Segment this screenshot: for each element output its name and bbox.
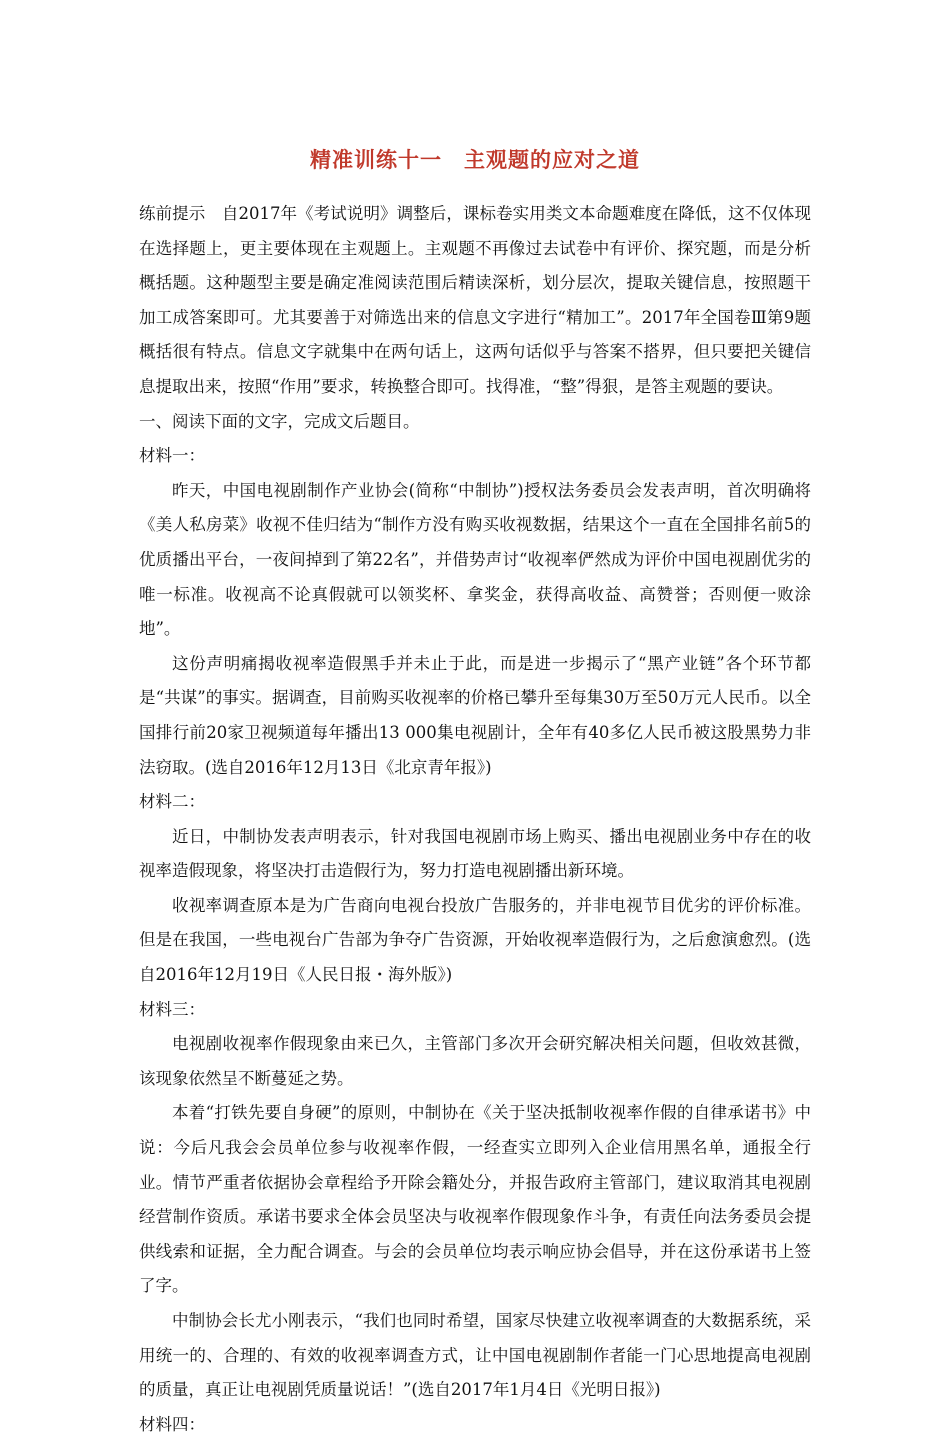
material-paragraph: 昨天，中国电视剧制作产业协会(简称“中制协”)授权法务委员会发表声明，首次明确将《美人私房菜》收视不佳归结为“制作方没有购买收视数据，结果这个一直在全国排名前5的优质播出平台，一夜间掉到了第22名”，并借势声讨“收视率俨然成为评价中国电视剧优劣的唯一标准。收视高不论真假就可以领奖杯、拿奖金，获得高收益、高赞誉；否则便一败涂地”。 (139, 480, 811, 639)
material-label: 材料二： (139, 792, 205, 812)
material-label: 材料四： (139, 1414, 205, 1434)
material-paragraph: 中制协会长尤小刚表示，“我们也同时希望，国家尽快建立收视率调查的大数据系统，采用统一的、合理的、有效的收视率调查方式，让中国电视剧制作者能一门心思地提高电视剧的质量，真正让电视剧凭质量说话！”(选自2017年1月4日《光明日报》) (139, 1311, 811, 1400)
material-paragraph: 这份声明痛揭收视率造假黑手并未止于此，而是进一步揭示了“黑产业链”各个环节都是“共谋”的事实。据调查，目前购买收视率的价格已攀升至每集30万至50万元人民币。以全国排行前20家卫视频道每年播出13 000集电视剧计，全年有40多亿人民币被这股黑势力非法窃取。(选自2016年12月13日《北京青年报》) (139, 653, 811, 777)
tip-label: 练前提示 (139, 204, 222, 223)
material-paragraph: 本着“打铁先要自身硬”的原则，中制协在《关于坚决抵制收视率作假的自律承诺书》中说：今后凡我会会员单位参与收视率作假，一经查实立即列入企业信用黑名单，通报全行业。情节严重者依据协会章程给予开除会籍处分，并报告政府主管部门，建议取消其电视剧经营制作资质。承诺书要求全体会员坚决与收视率作假现象作斗争，有责任向法务委员会提供线索和证据，全力配合调查。与会的会员单位均表示响应协会倡导，并在这份承诺书上签了字。 (139, 1103, 811, 1296)
tip-paragraph (139, 197, 811, 405)
section-heading: 一、阅读下面的文字，完成文后题目。 (139, 411, 420, 431)
material-paragraph: 电视剧收视率作假现象由来已久，主管部门多次开会研究解决相关问题，但收效甚微，该现象依然呈不断蔓延之势。 (139, 1034, 811, 1088)
material-label: 材料一： (139, 446, 205, 466)
material-paragraph: 收视率调查原本是为广告商向电视台投放广告服务的，并非电视节目优劣的评价标准。但是在我国，一些电视台广告部为争夺广告资源，开始收视率造假行为，之后愈演愈烈。(选自2016年12月19日《人民日报・海外版》) (139, 895, 811, 985)
tip-text: 自2017年《考试说明》调整后，课标卷实用类文本命题难度在降低，这不仅体现在选择题上，更主要体现在主观题上。主观题不再像过去试卷中有评价、探究题，而是分析概括题。这种题型主要是确定准阅读范围后精读深析，划分层次，提取关键信息，按照题干加工成答案即可。尤其要善于对筛选出来的信息文字进行“精加工”。2017年全国卷Ⅲ第9题概括很有特点。信息文字就集中在两句话上，这两句话似乎与答案不搭界，但只要把关键信息提取出来，按照“作用”要求，转换整合即可。找得准，“整”得狠，是答主观题的要诀。 (139, 204, 812, 396)
document-body (139, 197, 811, 1442)
material-label: 材料三： (139, 999, 205, 1019)
material-paragraph: 近日，中制协发表声明表示，针对我国电视剧市场上购买、播出电视剧业务中存在的收视率造假现象，将坚决打击造假行为，努力打造电视剧播出新环境。 (139, 826, 811, 881)
document-title: 精准训练十一 主观题的应对之道 (310, 147, 640, 172)
